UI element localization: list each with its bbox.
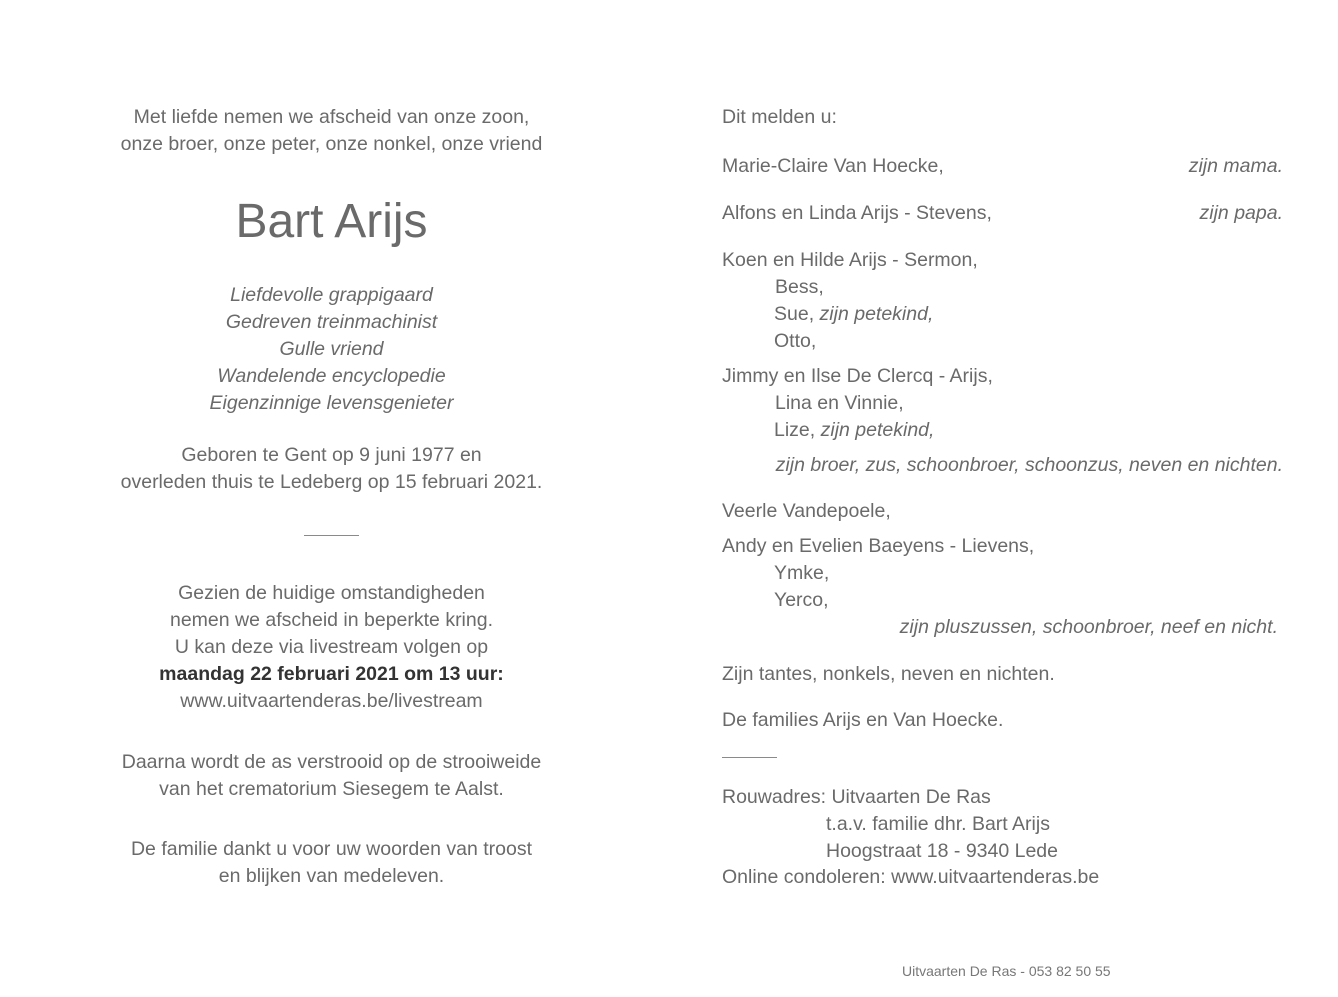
child-sue-role: zijn petekind, [819,303,934,325]
sibling-koen: Koen en Hilde Arijs - Sermon, [722,249,978,271]
left-divider-wrap [110,535,553,536]
address-attention: t.a.v. familie dhr. Bart Arijs [826,813,1050,835]
relatives-line: Zijn tantes, nonkels, neven en nichten. [722,663,1055,685]
mama-name: Marie-Claire Van Hoecke, [722,155,944,177]
online-condolence-link[interactable]: Online condoleren: www.uitvaartenderas.be [722,866,1100,888]
birth-death-text [110,442,553,496]
mama-role: zijn mama. [1188,155,1283,177]
papa-role: zijn papa. [1199,202,1283,224]
address-label: Rouwadres: Uitvaarten De Ras [722,786,991,808]
scattering-line: Daarna wordt de as verstrooid op de strooiweide [121,751,542,773]
birth-line: Geboren te Gent op 9 juni 1977 en [181,444,482,466]
deceased-name-block [110,194,553,250]
footer-contact: Uitvaarten De Ras - 053 82 50 55 [902,963,1111,979]
child-ymke: Ymke, [774,562,830,584]
ceremony-date: maandag 22 februari 2021 om 13 uur: [159,663,504,685]
intro-line: Met liefde nemen we afscheid van onze zoon, [133,106,530,128]
child-sue [774,301,933,328]
child-lina: Lina en Vinnie, [775,392,904,414]
thanks-line: en blijken van medeleven. [218,865,445,887]
announcement-heading: Dit melden u: [722,106,837,128]
quality-item: Gulle vriend [279,338,384,360]
thanks-line: De familie dankt u voor uw woorden van troost [130,838,533,860]
deceased-name: Bart Arijs [235,195,428,248]
ceremony-text [110,580,553,715]
scattering-line: van het crematorium Siesegem te Aalst. [159,778,504,800]
quality-item: Liefdevolle grappigaard [230,284,433,306]
ceremony-line: U kan deze via livestream volgen op [174,636,489,658]
livestream-link[interactable]: www.uitvaartenderas.be/livestream [180,690,483,712]
divider [304,535,359,536]
child-yerco: Yerco, [774,589,829,611]
intro-text [110,104,553,158]
intro-line: onze broer, onze peter, onze nonkel, onze vriend [120,133,543,155]
quality-item: Wandelende encyclopedie [217,365,446,387]
death-line: overleden thuis te Ledeberg op 15 februari 2021. [120,471,543,493]
child-otto: Otto, [774,330,817,352]
families-line: De families Arijs en Van Hoecke. [722,709,1004,731]
partner-veerle: Veerle Vandepoele, [722,500,891,522]
child-bess: Bess, [775,276,824,298]
address-street: Hoogstraat 18 - 9340 Lede [826,840,1059,862]
child-lize-name: Lize, [774,419,816,441]
quality-item: Eigenzinnige levensgenieter [209,392,454,414]
plus-role: zijn pluszussen, schoonbroer, neef en nicht. [899,616,1278,638]
siblings-role: zijn broer, zus, schoonbroer, schoonzus, neven en nichten. [775,454,1283,476]
scattering-text [110,749,553,803]
thanks-text [110,836,553,890]
divider [722,757,777,758]
quality-item: Gedreven treinmachinist [225,311,438,333]
papa-name: Alfons en Linda Arijs - Stevens, [722,202,992,224]
sibling-jimmy: Jimmy en Ilse De Clercq - Arijs, [722,365,993,387]
family-andy: Andy en Evelien Baeyens - Lievens, [722,535,1035,557]
child-sue-name: Sue, [774,303,815,325]
child-lize-role: zijn petekind, [820,419,935,441]
ceremony-line: nemen we afscheid in beperkte kring. [169,609,494,631]
qualities-list [110,282,553,417]
child-lize [774,417,934,444]
ceremony-line: Gezien de huidige omstandigheden [178,582,485,604]
